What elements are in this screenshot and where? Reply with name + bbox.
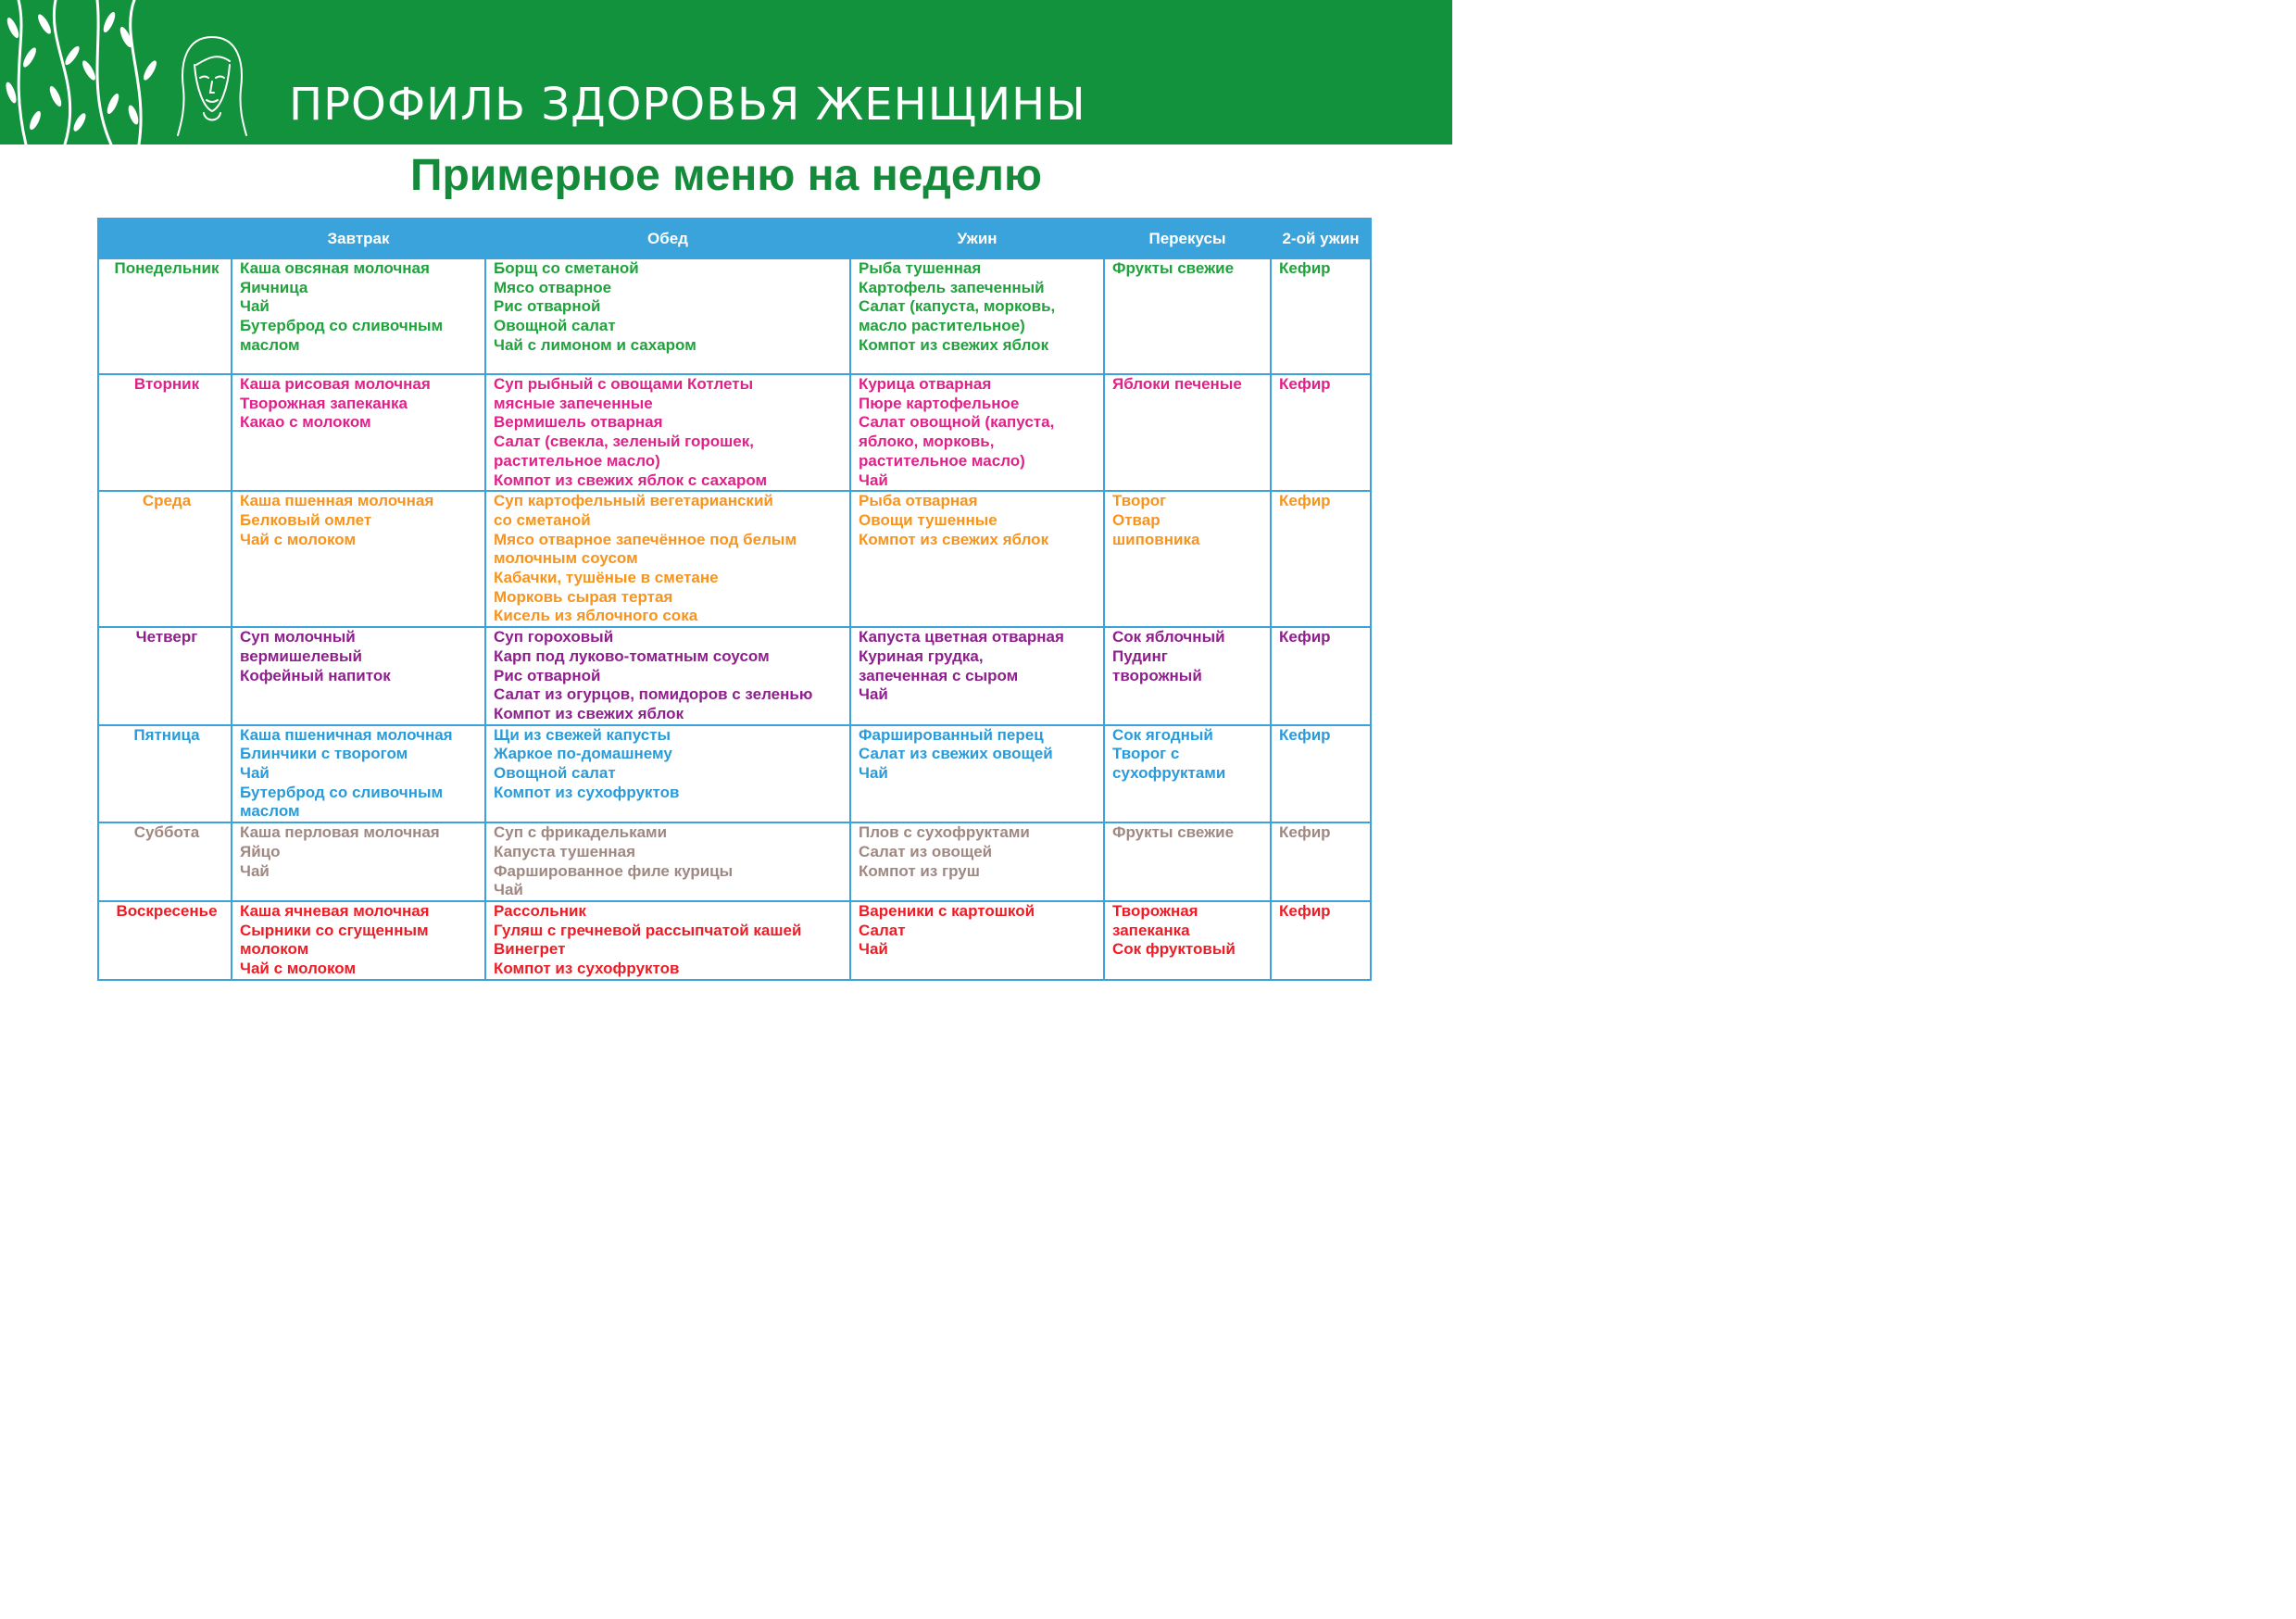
menu-item: Компот из свежих яблок bbox=[494, 704, 684, 722]
lunch-cell bbox=[485, 491, 850, 627]
menu-item: шиповника bbox=[1112, 530, 1200, 548]
weekly-menu-table bbox=[97, 218, 1372, 981]
menu-item: Щи из свежей капусты bbox=[494, 725, 671, 744]
breakfast-cell bbox=[232, 627, 485, 725]
menu-item: маслом bbox=[240, 335, 300, 354]
breakfast-cell bbox=[232, 258, 485, 374]
day-cell: Понедельник bbox=[98, 258, 232, 374]
menu-item: растительное масло) bbox=[494, 451, 660, 470]
menu-item: Рис отварной bbox=[494, 297, 601, 316]
column-header-second-dinner: 2-ой ужин bbox=[1271, 219, 1371, 258]
table-row bbox=[98, 491, 1371, 627]
second-dinner-cell bbox=[1271, 374, 1371, 491]
snacks-cell bbox=[1104, 627, 1271, 725]
menu-item: Фрукты свежие bbox=[1112, 259, 1235, 277]
lunch-cell bbox=[485, 901, 850, 980]
menu-item: Белковый омлет bbox=[240, 510, 372, 529]
woman-face-icon bbox=[176, 33, 248, 139]
menu-item: Рассольник bbox=[494, 901, 586, 920]
menu-item: Куриная грудка, bbox=[859, 646, 984, 665]
menu-item: Суп молочный bbox=[240, 628, 356, 646]
menu-item: Суп картофельный вегетарианский bbox=[494, 492, 773, 510]
menu-item: Каша пшенная молочная bbox=[240, 492, 434, 510]
breakfast-cell bbox=[232, 374, 485, 491]
table-header-row bbox=[98, 219, 1371, 258]
menu-item: Яичница bbox=[240, 278, 308, 296]
menu-item: Картофель запеченный bbox=[859, 278, 1045, 296]
second-dinner-cell bbox=[1271, 627, 1371, 725]
menu-item: Творожная bbox=[1112, 901, 1198, 920]
dinner-cell bbox=[850, 725, 1104, 823]
column-header-breakfast: Завтрак bbox=[232, 219, 485, 258]
table-row bbox=[98, 627, 1371, 725]
menu-item: Кефир bbox=[1279, 725, 1331, 744]
menu-item: молоком bbox=[240, 940, 309, 959]
menu-item: Бутерброд со сливочным bbox=[240, 783, 444, 801]
lunch-cell bbox=[485, 374, 850, 491]
menu-item: Компот из свежих яблок bbox=[859, 335, 1049, 354]
menu-item: Кефир bbox=[1279, 492, 1331, 510]
menu-item: Чай bbox=[494, 881, 523, 899]
menu-item: Чай bbox=[240, 861, 270, 880]
breakfast-cell bbox=[232, 822, 485, 901]
menu-item: Яблоки печеные bbox=[1112, 375, 1242, 393]
table-row bbox=[98, 725, 1371, 823]
menu-item: Винегрет bbox=[494, 940, 566, 959]
menu-item: Суп гороховый bbox=[494, 628, 614, 646]
menu-item: Каша перловая молочная bbox=[240, 823, 440, 842]
menu-item: Пудинг bbox=[1112, 646, 1168, 665]
menu-item: Компот из свежих яблок bbox=[859, 530, 1049, 548]
column-header-lunch: Обед bbox=[485, 219, 850, 258]
menu-item: Яйцо bbox=[240, 842, 281, 860]
snacks-cell bbox=[1104, 374, 1271, 491]
menu-item: Чай bbox=[859, 940, 888, 959]
menu-item: Салат из огурцов, помидоров с зеленью bbox=[494, 685, 813, 704]
menu-item: молочным соусом bbox=[494, 549, 638, 568]
menu-item: Рыба отварная bbox=[859, 492, 978, 510]
second-dinner-cell bbox=[1271, 258, 1371, 374]
menu-item: Вареники с картошкой bbox=[859, 901, 1035, 920]
menu-item: Компот из груш bbox=[859, 861, 980, 880]
menu-item: Салат bbox=[859, 921, 906, 939]
menu-item: Кабачки, тушёные в сметане bbox=[494, 569, 719, 587]
menu-item: Салат из свежих овощей bbox=[859, 745, 1053, 763]
menu-item: Чай bbox=[240, 764, 270, 783]
willow-branches-icon bbox=[0, 0, 167, 144]
menu-item: Каша овсяная молочная bbox=[240, 259, 430, 277]
menu-item: Чай с молоком bbox=[240, 530, 357, 548]
menu-item: Суп с фрикадельками bbox=[494, 823, 668, 842]
menu-item: Кефир bbox=[1279, 375, 1331, 393]
menu-item: Сок яблочный bbox=[1112, 628, 1225, 646]
menu-item: Чай с лимоном и сахаром bbox=[494, 335, 696, 354]
menu-item: Пюре картофельное bbox=[859, 394, 1020, 412]
menu-item: Морковь сырая тертая bbox=[494, 587, 673, 606]
day-cell: Вторник bbox=[98, 374, 232, 491]
menu-item: вермишелевый bbox=[240, 646, 362, 665]
menu-item: Салат из овощей bbox=[859, 842, 993, 860]
header-banner bbox=[0, 0, 1452, 144]
menu-item: растительное масло) bbox=[859, 451, 1025, 470]
second-dinner-cell bbox=[1271, 491, 1371, 627]
menu-item: яблоко, морковь, bbox=[859, 433, 995, 451]
menu-item: Чай bbox=[859, 471, 888, 489]
menu-item: Гуляш с гречневой рассыпчатой кашей bbox=[494, 921, 802, 939]
snacks-cell bbox=[1104, 258, 1271, 374]
snacks-cell bbox=[1104, 725, 1271, 823]
menu-item: Плов с сухофруктами bbox=[859, 823, 1030, 842]
menu-item: Овощной салат bbox=[494, 317, 616, 335]
column-header-dinner: Ужин bbox=[850, 219, 1104, 258]
menu-item: запеканка bbox=[1112, 921, 1190, 939]
menu-item: Компот из сухофруктов bbox=[494, 783, 680, 801]
table-row bbox=[98, 822, 1371, 901]
menu-item: Чай bbox=[859, 764, 888, 783]
menu-item: Каша рисовая молочная bbox=[240, 375, 431, 393]
menu-item: Чай с молоком bbox=[240, 960, 357, 978]
column-header-day bbox=[98, 219, 232, 258]
menu-item: Сырники со сгущенным bbox=[240, 921, 429, 939]
menu-item: Рыба тушенная bbox=[859, 259, 982, 277]
menu-item: Мясо отварное запечённое под белым bbox=[494, 530, 797, 548]
lunch-cell bbox=[485, 627, 850, 725]
table-row bbox=[98, 901, 1371, 980]
menu-item: Бутерброд со сливочным bbox=[240, 317, 444, 335]
snacks-cell bbox=[1104, 491, 1271, 627]
second-dinner-cell bbox=[1271, 901, 1371, 980]
menu-item: Чай bbox=[240, 297, 270, 316]
banner-title: ПРОФИЛЬ ЗДОРОВЬЯ ЖЕНЩИНЫ bbox=[289, 79, 1086, 131]
lunch-cell bbox=[485, 725, 850, 823]
breakfast-cell bbox=[232, 901, 485, 980]
lunch-cell bbox=[485, 822, 850, 901]
menu-item: Фрукты свежие bbox=[1112, 823, 1235, 842]
page-title: Примерное меню на неделю bbox=[409, 151, 1043, 200]
menu-item: Овощи тушенные bbox=[859, 510, 997, 529]
menu-item: Вермишель отварная bbox=[494, 413, 663, 432]
menu-item: Салат овощной (капуста, bbox=[859, 413, 1055, 432]
menu-item: Отвар bbox=[1112, 510, 1161, 529]
dinner-cell bbox=[850, 491, 1104, 627]
table-row bbox=[98, 374, 1371, 491]
menu-item: Кисель из яблочного сока bbox=[494, 607, 698, 625]
menu-item: Кефир bbox=[1279, 259, 1331, 277]
breakfast-cell bbox=[232, 491, 485, 627]
menu-item: Кофейный напиток bbox=[240, 666, 391, 684]
menu-item: Салат (свекла, зеленый горошек, bbox=[494, 433, 754, 451]
table-row bbox=[98, 258, 1371, 374]
breakfast-cell bbox=[232, 725, 485, 823]
menu-item: Суп рыбный с овощами Котлеты bbox=[494, 375, 754, 393]
menu-item: Капуста цветная отварная bbox=[859, 628, 1064, 646]
menu-item: со сметаной bbox=[494, 510, 591, 529]
snacks-cell bbox=[1104, 822, 1271, 901]
snacks-cell bbox=[1104, 901, 1271, 980]
menu-item: сухофруктами bbox=[1112, 764, 1226, 783]
menu-item: Кефир bbox=[1279, 823, 1331, 842]
menu-item: Каша ячневая молочная bbox=[240, 901, 430, 920]
menu-item: Рис отварной bbox=[494, 666, 601, 684]
dinner-cell bbox=[850, 822, 1104, 901]
dinner-cell bbox=[850, 627, 1104, 725]
menu-item: Мясо отварное bbox=[494, 278, 612, 296]
dinner-cell bbox=[850, 258, 1104, 374]
menu-item: Фаршированный перец bbox=[859, 725, 1044, 744]
menu-item: Карп под луково-томатным соусом bbox=[494, 646, 770, 665]
day-cell: Пятница bbox=[98, 725, 232, 823]
menu-item: Блинчики с творогом bbox=[240, 745, 408, 763]
menu-item: Фаршированное филе курицы bbox=[494, 861, 734, 880]
menu-item: Салат (капуста, морковь, bbox=[859, 297, 1056, 316]
lunch-cell bbox=[485, 258, 850, 374]
dinner-cell bbox=[850, 374, 1104, 491]
menu-item: маслом bbox=[240, 802, 300, 821]
menu-item: Овощной салат bbox=[494, 764, 616, 783]
table-body bbox=[98, 258, 1371, 980]
menu-item: Компот из сухофруктов bbox=[494, 960, 680, 978]
menu-item: Капуста тушенная bbox=[494, 842, 636, 860]
day-cell: Суббота bbox=[98, 822, 232, 901]
menu-item: Сок ягодный bbox=[1112, 725, 1213, 744]
column-header-snacks: Перекусы bbox=[1104, 219, 1271, 258]
menu-item: Каша пшеничная молочная bbox=[240, 725, 453, 744]
dinner-cell bbox=[850, 901, 1104, 980]
day-cell: Четверг bbox=[98, 627, 232, 725]
menu-item: Курица отварная bbox=[859, 375, 992, 393]
menu-item: Творог с bbox=[1112, 745, 1180, 763]
menu-item: Какао с молоком bbox=[240, 413, 371, 432]
menu-item: Чай bbox=[859, 685, 888, 704]
menu-item: Компот из свежих яблок с сахаром bbox=[494, 471, 768, 489]
day-cell: Среда bbox=[98, 491, 232, 627]
menu-item: мясные запеченные bbox=[494, 394, 653, 412]
menu-item: творожный bbox=[1112, 666, 1202, 684]
menu-item: масло растительное) bbox=[859, 317, 1025, 335]
menu-item: Борщ со сметаной bbox=[494, 259, 639, 277]
menu-item: Кефир bbox=[1279, 628, 1331, 646]
menu-item: запеченная с сыром bbox=[859, 666, 1019, 684]
day-cell: Воскресенье bbox=[98, 901, 232, 980]
menu-item: Творог bbox=[1112, 492, 1167, 510]
menu-item: Сок фруктовый bbox=[1112, 940, 1236, 959]
menu-item: Кефир bbox=[1279, 901, 1331, 920]
second-dinner-cell bbox=[1271, 725, 1371, 823]
menu-item: Жаркое по-домашнему bbox=[494, 745, 672, 763]
menu-item: Творожная запеканка bbox=[240, 394, 408, 412]
second-dinner-cell bbox=[1271, 822, 1371, 901]
